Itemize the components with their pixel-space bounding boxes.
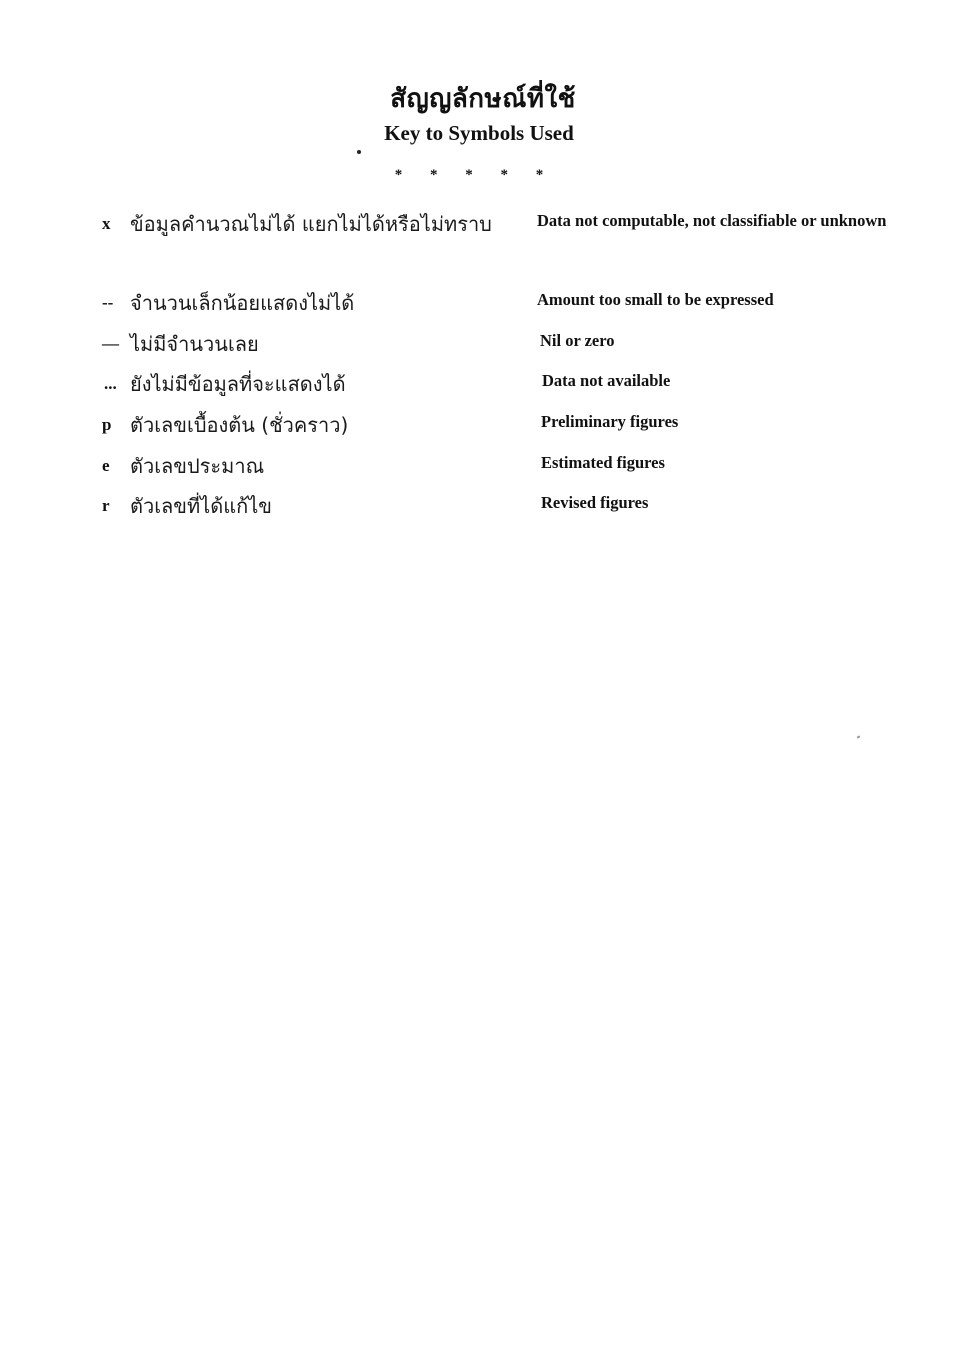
asterisk-separator: * * * * * — [394, 167, 556, 183]
scan-speck — [857, 735, 861, 738]
symbol-mark: r — [102, 496, 110, 515]
symbol-mark: p — [102, 415, 112, 434]
symbol-thai-meaning: ข้อมูลคำนวณไม่ได้ แยกไม่ได้หรือไม่ทราบ — [130, 212, 492, 236]
symbol-row — [0, 449, 966, 483]
stray-dot-mark — [357, 150, 361, 154]
symbol-mark: ... — [104, 374, 117, 393]
symbol-mark: — — [102, 334, 119, 353]
page-title-english: Key to Symbols Used — [384, 121, 574, 145]
symbol-english-meaning: Revised figures — [541, 493, 649, 512]
symbol-row — [0, 327, 966, 361]
page-title-thai: สัญญลักษณ์ที่ใช้ — [390, 84, 576, 113]
symbol-thai-meaning: ยังไม่มีข้อมูลที่จะแสดงได้ — [130, 372, 346, 396]
symbol-row — [0, 489, 966, 523]
symbol-english-meaning: Amount too small to be expressed — [537, 290, 774, 309]
symbol-mark: -- — [102, 293, 114, 312]
symbol-english-meaning: Data not available — [542, 371, 671, 390]
symbol-thai-meaning: ตัวเลขที่ได้แก้ไข — [130, 494, 272, 518]
symbol-mark: e — [102, 456, 110, 475]
symbol-row — [0, 205, 966, 239]
symbol-english-meaning: Nil or zero — [540, 331, 615, 350]
symbol-mark: x — [102, 214, 111, 233]
symbol-row — [0, 286, 966, 320]
symbol-row — [0, 367, 966, 401]
symbol-thai-meaning: ตัวเลขประมาณ — [130, 454, 265, 478]
symbol-english-meaning: Data not computable, not classifiable or unknown — [537, 211, 887, 230]
symbol-thai-meaning: จำนวนเล็กน้อยแสดงไม่ได้ — [130, 291, 355, 315]
symbol-thai-meaning: ตัวเลขเบื้องต้น (ชั่วคราว) — [130, 413, 349, 437]
symbol-thai-meaning: ไม่มีจำนวนเลย — [130, 332, 259, 356]
symbol-row — [0, 408, 966, 442]
symbol-english-meaning: Preliminary figures — [541, 412, 679, 431]
symbol-english-meaning: Estimated figures — [541, 453, 665, 472]
